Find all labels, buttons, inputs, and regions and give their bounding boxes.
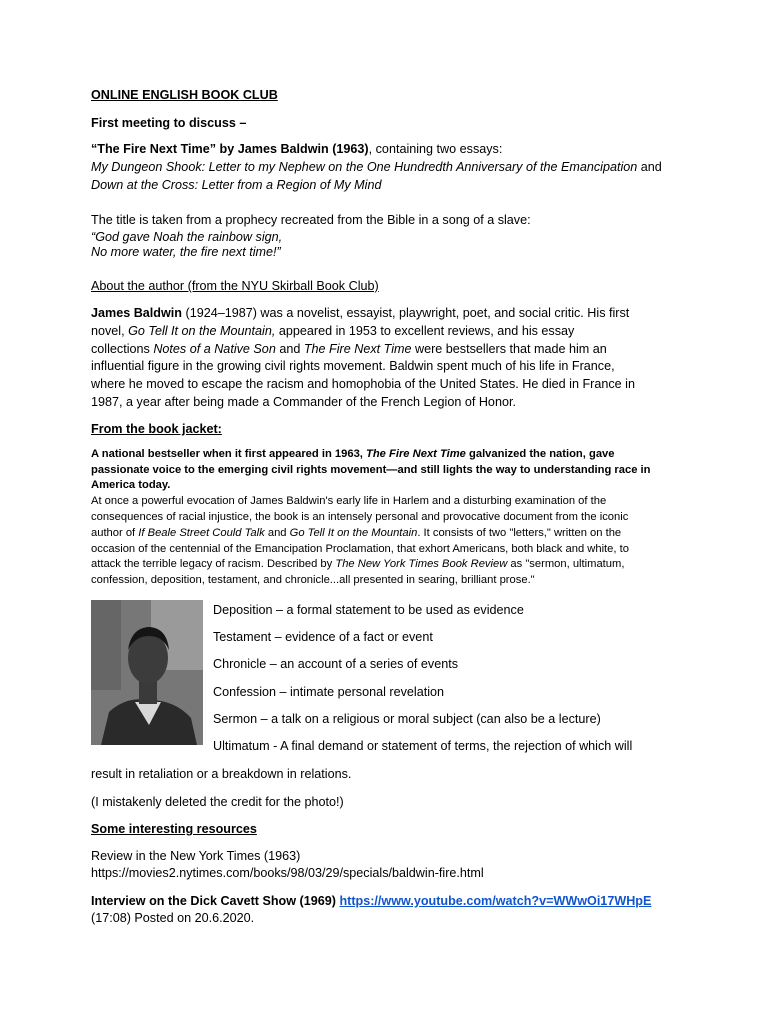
author-name: James Baldwin xyxy=(91,306,182,320)
resources-heading: Some interesting resources xyxy=(91,822,257,836)
definition-ultimatum-continued: result in retaliation or a breakdown in relations. xyxy=(91,767,352,781)
interview-line xyxy=(91,893,651,909)
photo-shadow xyxy=(91,600,121,690)
first-meeting-heading: First meeting to discuss – xyxy=(91,116,247,130)
author-photo xyxy=(91,600,203,745)
review-url: https://movies2.nytimes.com/books/98/03/29/specials/baldwin-fire.html xyxy=(91,866,484,880)
jacket-bold-line-2: passionate voice to the emerging civil rights movement—and still lights the way to understanding race in xyxy=(91,464,651,476)
jacket-text: author of xyxy=(91,527,139,539)
jacket-bold-line-3: America today. xyxy=(91,479,171,491)
author-line-1 xyxy=(91,305,629,321)
book-title-suffix: , containing two essays: xyxy=(368,142,503,156)
author-text: appeared in 1953 to excellent reviews, and his essay xyxy=(275,324,575,338)
definition-testament: Testament – evidence of a fact or event xyxy=(213,630,433,644)
jacket-line-4: occasion of the centennial of the Emancipation Proclamation, that exhort Americans, both black and white, to xyxy=(91,543,629,555)
author-text: were bestsellers that made him an xyxy=(411,342,607,356)
prophecy-line-1: “God gave Noah the rainbow sign, xyxy=(91,230,283,244)
prophecy-line-2: No more water, the fire next time!” xyxy=(91,245,281,259)
photo-credit-note: (I mistakenly deleted the credit for the photo!) xyxy=(91,795,344,809)
book-ref: The Fire Next Time xyxy=(303,342,412,356)
jacket-text: and xyxy=(264,527,290,539)
author-text: novel, xyxy=(91,324,129,338)
book-ref: The Fire Next Time xyxy=(366,448,466,460)
definition-confession: Confession – intimate personal revelation xyxy=(213,685,445,699)
book-ref: Go Tell It on the Mountain xyxy=(289,527,418,539)
book-ref: Go Tell It on the Mountain, xyxy=(128,324,276,338)
definition-ultimatum: Ultimatum - A final demand or statement of terms, the rejection of which will xyxy=(213,739,633,753)
jacket-text: as "sermon, ultimatum, xyxy=(507,558,625,570)
author-text: and xyxy=(275,342,304,356)
interview-meta: (17:08) Posted on 20.6.2020. xyxy=(91,911,255,925)
club-title: ONLINE ENGLISH BOOK CLUB xyxy=(91,88,278,102)
author-line-5: where he moved to escape the racism and homophobia of the United States. He died in France in xyxy=(91,377,635,391)
essay-1-line xyxy=(91,159,662,175)
jacket-line-6: confession, deposition, testament, and chronicle...all presented in searing, brilliant prose." xyxy=(91,574,535,586)
author-text: (1924–1987) was a novelist, essayist, playwright, poet, and social critic. His first xyxy=(182,306,630,320)
book-ref: If Beale Street Could Talk xyxy=(138,527,265,539)
jacket-text: galvanized the nation, gave xyxy=(465,448,615,460)
author-line-2 xyxy=(91,323,574,339)
book-title-line xyxy=(91,141,502,157)
jacket-bold-line-1 xyxy=(91,447,615,462)
jacket-text: attack the terrible legacy of racism. Described by xyxy=(91,558,336,570)
essay-1-title: My Dungeon Shook: Letter to my Nephew on the One Hundredth Anniversary of the Emancipation xyxy=(91,160,638,174)
author-line-4: influential figure in the growing civil rights movement. Baldwin spent much of his life in France, xyxy=(91,359,615,373)
jacket-heading: From the book jacket: xyxy=(91,422,222,436)
author-line-3 xyxy=(91,341,607,357)
jacket-text: A national bestseller when it first appeared in 1963, xyxy=(91,448,367,460)
jacket-line-2: consequences of racial injustice, the book is an intensely personal and provocative document from the iconic xyxy=(91,511,629,523)
definition-deposition: Deposition – a formal statement to be used as evidence xyxy=(213,603,524,617)
prophecy-intro: The title is taken from a prophecy recreated from the Bible in a song of a slave: xyxy=(91,213,531,227)
essay-join: and xyxy=(637,160,662,174)
portrait-image xyxy=(91,600,203,745)
jacket-text: . It consists of two "letters," written on the xyxy=(417,527,622,539)
interview-label: Interview on the Dick Cavett Show (1969) xyxy=(91,894,340,908)
author-line-6: 1987, a year after being made a Commander of the French Legion of Honor. xyxy=(91,395,516,409)
interview-link[interactable]: https://www.youtube.com/watch?v=WWwOi17WHpE xyxy=(339,894,652,908)
definition-chronicle: Chronicle – an account of a series of events xyxy=(213,657,459,671)
jacket-line-5 xyxy=(91,557,624,572)
book-ref: Notes of a Native Son xyxy=(153,342,276,356)
author-heading: About the author (from the NYU Skirball Book Club) xyxy=(91,279,379,293)
book-ref: The New York Times Book Review xyxy=(335,558,508,570)
jacket-line-1: At once a powerful evocation of James Baldwin's early life in Harlem and a disturbing examination of the xyxy=(91,495,607,507)
definition-sermon: Sermon – a talk on a religious or moral subject (can also be a lecture) xyxy=(213,712,601,726)
essay-2-title: Down at the Cross: Letter from a Region of My Mind xyxy=(91,178,382,192)
jacket-line-3 xyxy=(91,526,621,541)
book-title: “The Fire Next Time” by James Baldwin (1963) xyxy=(91,142,369,156)
author-text: collections xyxy=(91,342,154,356)
review-label: Review in the New York Times (1963) xyxy=(91,849,301,863)
